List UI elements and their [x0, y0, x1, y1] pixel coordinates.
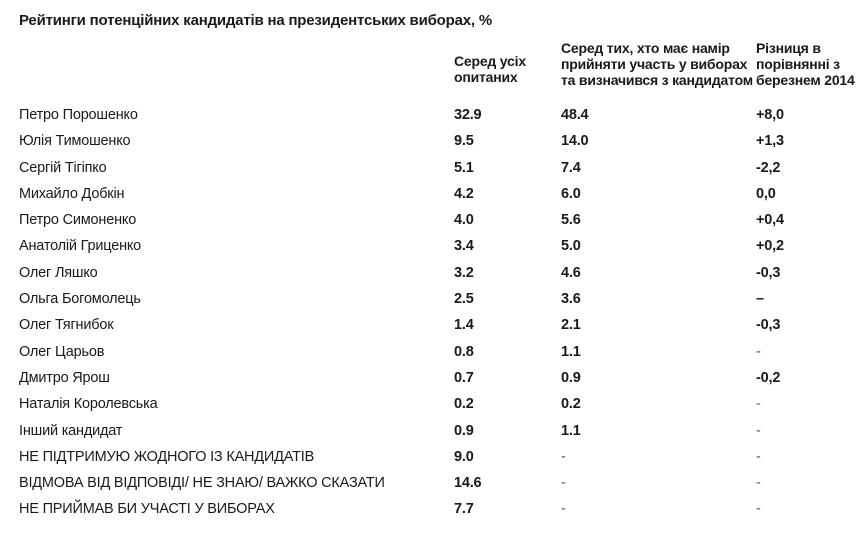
table-row — [0, 497, 865, 523]
value-decided: 1.1 — [561, 343, 581, 360]
value-decided: - — [561, 448, 566, 465]
candidate-name: Сергій Тігіпко — [19, 159, 107, 176]
value-diff: +0,4 — [756, 212, 784, 229]
value-all: 2.5 — [454, 291, 474, 308]
value-all: 0.9 — [454, 422, 474, 439]
value-diff: -0,2 — [756, 369, 781, 386]
table-row — [0, 129, 865, 155]
value-decided: 48.4 — [561, 107, 589, 123]
candidate-name: ВІДМОВА ВІД ВІДПОВІДІ/ НЕ ЗНАЮ/ ВАЖКО СКАЗАТИ — [19, 475, 385, 492]
value-decided: 3.6 — [561, 291, 581, 308]
value-all: 9.0 — [454, 448, 474, 465]
table-row — [0, 103, 865, 129]
value-decided: 2.1 — [561, 317, 581, 334]
value-diff: - — [756, 475, 761, 492]
value-diff: -0,3 — [756, 317, 781, 334]
table-row — [0, 445, 865, 471]
value-all: 4.0 — [454, 212, 474, 229]
column-header-all: Серед усіх опитаних — [454, 53, 526, 85]
table-title: Рейтинги потенційних кандидатів на президентських виборах, % — [19, 12, 492, 29]
table-row — [0, 392, 865, 418]
table-row — [0, 419, 865, 445]
value-decided: 5.6 — [561, 212, 581, 229]
candidate-name: Олег Тягнибок — [19, 317, 114, 334]
candidate-name: Михайло Добкін — [19, 185, 125, 202]
value-diff: -2,2 — [756, 159, 781, 176]
value-all: 7.7 — [454, 501, 474, 518]
candidate-name: Петро Симоненко — [19, 212, 137, 229]
candidate-name: НЕ ПІДТРИМУЮ ЖОДНОГО ІЗ КАНДИДАТІВ — [19, 448, 315, 465]
table-row — [0, 182, 865, 208]
value-all: 0.8 — [454, 343, 474, 360]
candidate-name: Олег Царьов — [19, 343, 105, 360]
value-decided: - — [561, 501, 566, 518]
candidate-name: Ольга Богомолець — [19, 291, 141, 308]
candidate-name: Петро Порошенко — [19, 107, 138, 123]
table-row — [0, 471, 865, 497]
value-decided: 6.0 — [561, 185, 581, 202]
candidate-name: Дмитро Ярош — [19, 369, 110, 386]
candidate-name: Анатолій Гриценко — [19, 238, 142, 255]
value-all: 14.6 — [454, 475, 482, 492]
value-diff: +0,2 — [756, 238, 784, 255]
value-all: 9.5 — [454, 133, 474, 150]
table-row — [0, 287, 865, 313]
value-decided: 1.1 — [561, 422, 581, 439]
value-diff: +1,3 — [756, 133, 784, 150]
table-row — [0, 208, 865, 234]
ratings-table — [0, 103, 865, 524]
table-row — [0, 261, 865, 287]
value-diff: -0,3 — [756, 264, 781, 281]
value-diff: - — [756, 396, 761, 413]
value-decided: - — [561, 475, 566, 492]
table-row — [0, 340, 865, 366]
value-diff: – — [756, 291, 764, 308]
value-diff: - — [756, 448, 761, 465]
value-all: 4.2 — [454, 185, 474, 202]
value-all: 32.9 — [454, 107, 482, 123]
value-all: 0.2 — [454, 396, 474, 413]
value-decided: 14.0 — [561, 133, 589, 150]
value-all: 3.4 — [454, 238, 474, 255]
candidate-name: Олег Ляшко — [19, 264, 98, 281]
value-all: 0.7 — [454, 369, 474, 386]
value-all: 5.1 — [454, 159, 474, 176]
table-row — [0, 156, 865, 182]
table-row — [0, 234, 865, 260]
value-diff: - — [756, 501, 761, 518]
value-decided: 4.6 — [561, 264, 581, 281]
value-diff: +8,0 — [756, 107, 784, 123]
value-diff: - — [756, 422, 761, 439]
value-all: 1.4 — [454, 317, 474, 334]
value-diff: - — [756, 343, 761, 360]
value-diff: 0,0 — [756, 185, 776, 202]
candidate-name: Інший кандидат — [19, 422, 123, 439]
value-decided: 0.2 — [561, 396, 581, 413]
column-header-decided: Серед тих, хто має намір прийняти участь у виборах та визначився з кандидатом — [561, 40, 753, 88]
table-row — [0, 313, 865, 339]
candidate-name: Юлія Тимошенко — [19, 133, 131, 150]
column-header-diff: Різниця в порівнянні з березнем 2014 — [756, 40, 855, 88]
value-all: 3.2 — [454, 264, 474, 281]
value-decided: 0.9 — [561, 369, 581, 386]
value-decided: 7.4 — [561, 159, 581, 176]
candidate-name: Наталія Королевська — [19, 396, 158, 413]
value-decided: 5.0 — [561, 238, 581, 255]
candidate-name: НЕ ПРИЙМАВ БИ УЧАСТІ У ВИБОРАХ — [19, 501, 275, 518]
table-row — [0, 366, 865, 392]
